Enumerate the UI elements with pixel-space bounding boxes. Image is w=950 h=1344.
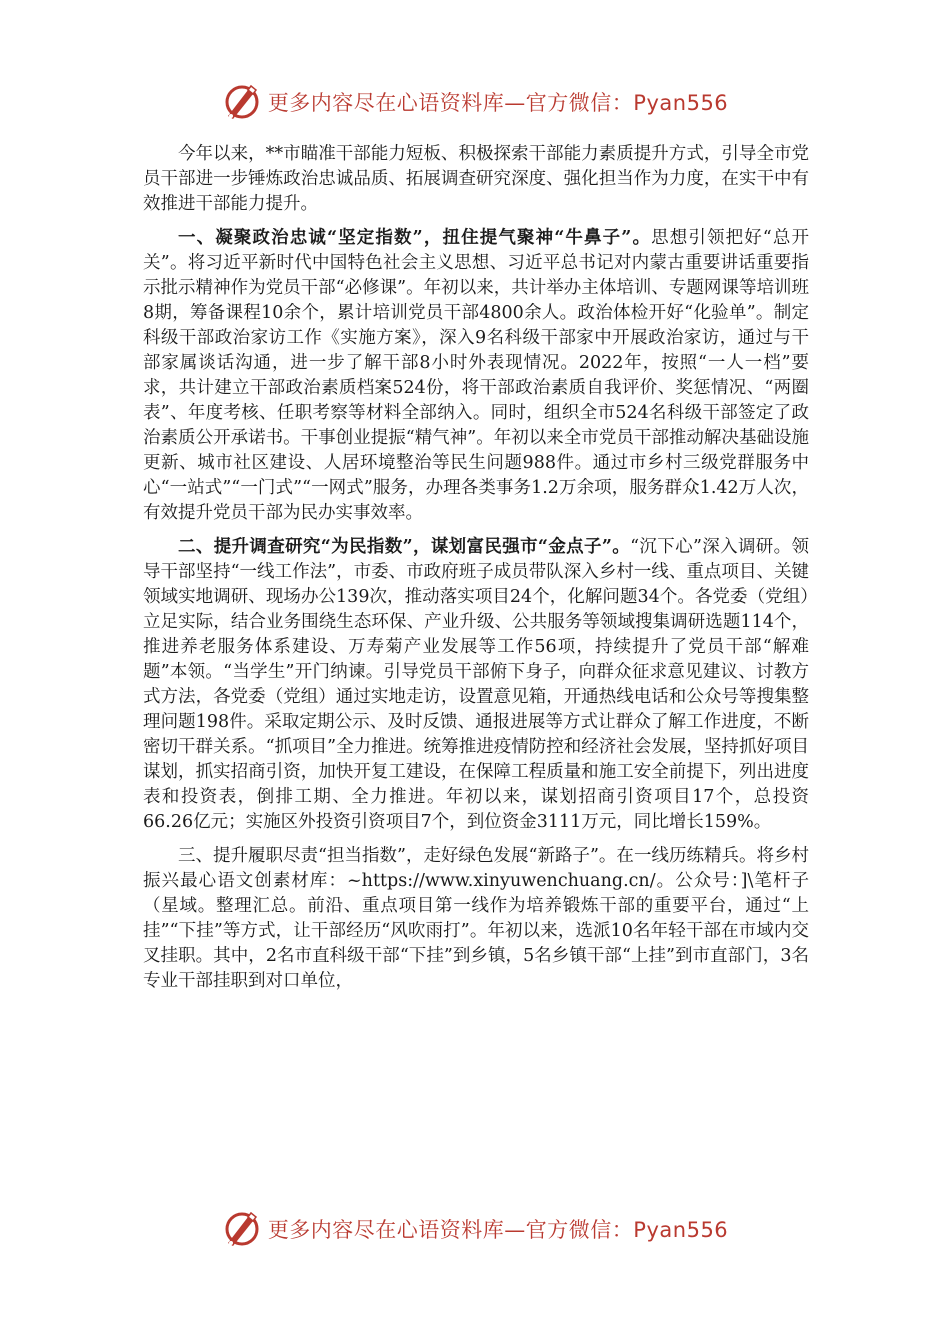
- document-body: [143, 142, 809, 1003]
- section-2-heading: 二、提升调查研究“为民指数”，谋划富民强市“金点子”。: [178, 537, 631, 557]
- section-2-body: “沉下心”深入调研。领导干部坚持“一线工作法”，市委、市政府班子成员带队深入乡村一线、重点项目、关键领域实地调研、现场办公139次，推动落实项目24个，化解问题34个。各党委（党组）立足实际，结合业务围绕生态环保、产业升级、公共服务等领域搜集调研选题114个，推进养老服务体系建设、万寿菊产业发展等工作56项，持续提升了党员干部“解难题”本领。“当学生”开门纳谏。引导党员干部俯下身子，向群众征求意见建议、讨教方式方法，各党委（党组）通过实地走访，设置意见箱，开通热线电话和公众号等搜集整理问题198件。采取定期公示、及时反馈、通报进展等方式让群众了解工作进度，不断密切干群关系。“抓项目”全力推进。统筹推进疫情防控和经济社会发展，坚持抓好项目谋划，抓实招商引资，加快开复工建设，在保障工程质量和施工安全前提下，列出进度表和投资表，倒排工期、全力推进。年初以来，谋划招商引资项目17个，总投资66.26亿元；实施区外投资引资项目7个，到位资金3111万元，同比增长159%。: [143, 537, 809, 832]
- footer-watermark: [0, 1207, 950, 1251]
- header-watermark: [0, 80, 950, 124]
- header-watermark-text: 更多内容尽在心语资料库—官方微信：Pyan556: [267, 91, 729, 115]
- section-1-heading: 一、凝聚政治忠诚“坚定指数”，扭住提气聚神“牛鼻子”。: [178, 228, 652, 248]
- intro-paragraph: 今年以来，**市瞄准干部能力短板、积极探索干部能力素质提升方式，引导全市党员干部进一步锤炼政治忠诚品质、拓展调查研究深度、强化担当作为力度，在实干中有效推进干部能力提升。: [143, 144, 809, 214]
- section-3-body: 三、提升履职尽责“担当指数”，走好绿色发展“新路子”。在一线历练精兵。将乡村振兴最心语文创素材库：~https://www.xinyuwenchuang.cn/。公众号：]\笔杆子（星域。整理汇总。前沿、重点项目第一线作为培养锻炼干部的重要平台，通过“上挂”“下挂”等方式，让干部经历“风吹雨打”。年初以来，选派10名年轻干部在市域内交叉挂职。其中，2名市直科级干部“下挂”到乡镇，5名乡镇干部“上挂”到市直部门，3名专业干部挂职到对口单位，: [143, 846, 809, 991]
- pen-circle-logo-icon: [222, 82, 262, 122]
- section-1-body: 思想引领把好“总开关”。将习近平新时代中国特色社会主义思想、习近平总书记对内蒙古重要讲话重要指示批示精神作为党员干部“必修课”。年初以来，共计举办主体培训、专题网课等培训班8期，筹备课程10余个，累计培训党员干部4800余人。政治体检开好“化验单”。制定科级干部政治家访工作《实施方案》，深入9名科级干部家中开展政治家访，通过与干部家属谈话沟通，进一步了解干部8小时外表现情况。2022年，按照“一人一档”要求，共计建立干部政治素质档案524份，将干部政治素质自我评价、奖惩情况、“两圈表”、年度考核、任职考察等材料全部纳入。同时，组织全市524名科级干部签定了政治素质公开承诺书。干事创业提振“精气神”。年初以来全市党员干部推动解决基础设施更新、城市社区建设、人居环境整治等民生问题988件。通过市乡村三级党群服务中心“一站式”“一门式”“一网式”服务，办理各类事务1.2万余项，服务群众1.42万人次，有效提升党员干部为民办实事效率。: [143, 228, 810, 523]
- section-2-paragraph: [143, 535, 809, 835]
- section-3-paragraph: [143, 844, 809, 994]
- footer-watermark-text: 更多内容尽在心语资料库—官方微信：Pyan556: [267, 1218, 729, 1242]
- section-1-paragraph: [143, 226, 809, 526]
- pen-circle-logo-icon: [222, 1209, 262, 1249]
